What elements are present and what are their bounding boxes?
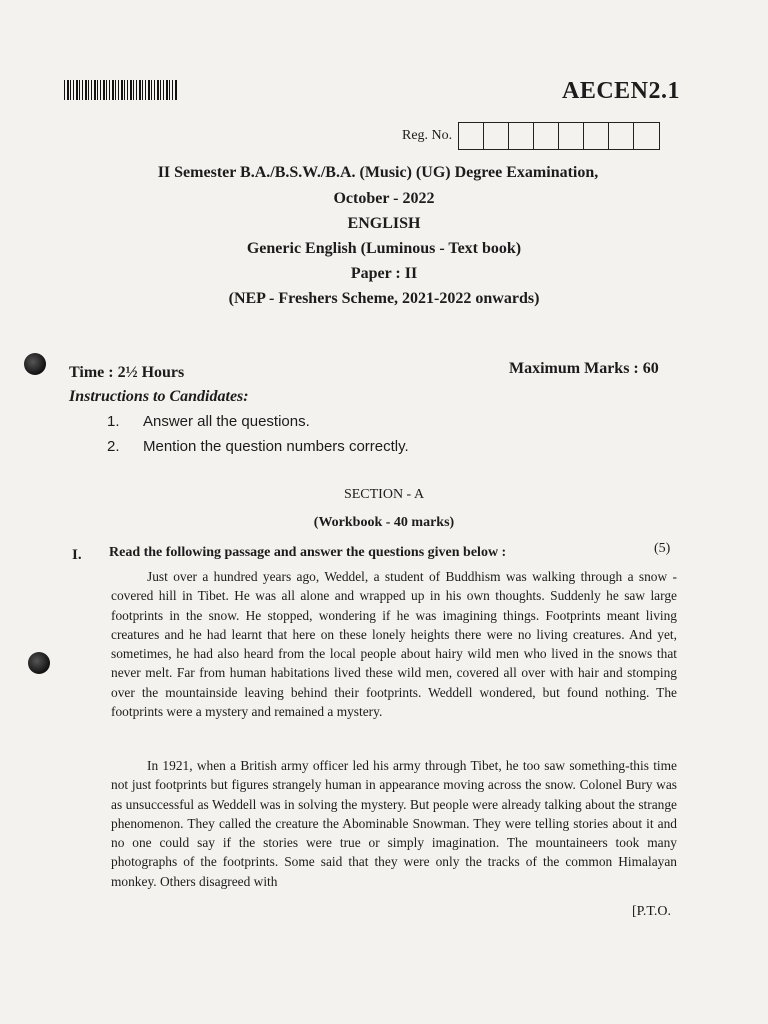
subject: ENGLISH [347,215,421,232]
section-title: SECTION - A [343,487,425,502]
reg-no-label: Reg. No. [402,128,453,143]
paper-number: Paper : II [350,265,418,282]
max-marks: Maximum Marks : 60 [509,360,659,377]
paper-code: AECEN2.1 [562,78,681,104]
reg-no-box [484,123,509,149]
reg-no-boxes [458,122,660,150]
instruction-number: 2. [107,438,120,455]
scheme: (NEP - Freshers Scheme, 2021-2022 onwards) [228,290,540,307]
barcode [64,80,178,100]
section-subtitle: (Workbook - 40 marks) [313,515,455,530]
reg-no-box [634,123,659,149]
instruction-item [107,413,310,430]
reg-no-box [584,123,609,149]
reg-no-box [459,123,484,149]
punch-hole [24,353,46,375]
exam-title: II Semester B.A./B.S.W./B.A. (Music) (UG) Degree Examination, [157,164,599,181]
reg-no-box [559,123,584,149]
question-number: I. [72,547,82,563]
question-marks: (5) [654,541,671,556]
question-text: Read the following passage and answer the questions given below : [109,545,507,560]
instruction-text: Mention the question numbers correctly. [143,438,409,455]
course-name: Generic English (Luminous - Text book) [246,240,522,257]
reg-no-box [509,123,534,149]
reg-no-box [609,123,634,149]
reg-no-field [402,122,660,150]
instruction-item [107,438,409,455]
passage-paragraph: Just over a hundred years ago, Weddel, a student of Buddhism was walking through a snow - covered hill in Tibet. He was all alone and wrapped up in his own thoughts. Suddenly he saw large footprints in the snow. He stopped, wondering if he was imagining things. Footprints meant living creatures and he had learnt that here on these lonely heights there were no living creatures. And yet, sometimes, he had also heard from the local people about hairy wild men who lived in the snows that never melt. Far from human habitations lived these wild men, covered all over with hair and stomping over the mountainside leaving behind their footprints. Weddell wondered, but found nothing. The footprints were a mystery and remained a mystery. [111,569,677,720]
passage-paragraph: In 1921, when a British army officer led his army through Tibet, he too saw something-this time not just footprints but figures strangely human in appearance moving across the snow. Colonel Bury was as unsuccessful as Weddell was in solving the mystery. But people were already talking about the strange phenomenon. They called the creature the Abominable Snowman. They were telling stories about it and no one could say if the stories were true or simply imagination. The mountaineers took many photographs of the footprints. Some said that they were only the tracks of the common Himalayan monkey. Others disagreed with [111,758,677,889]
instruction-number: 1. [107,413,120,430]
instruction-text: Answer all the questions. [143,413,310,430]
reg-no-box [534,123,559,149]
page-turn-note: [P.T.O. [632,904,672,919]
exam-date: October - 2022 [333,190,435,207]
punch-hole [28,652,50,674]
exam-duration: Time : 2½ Hours [69,364,185,381]
instructions-title: Instructions to Candidates: [69,388,249,405]
